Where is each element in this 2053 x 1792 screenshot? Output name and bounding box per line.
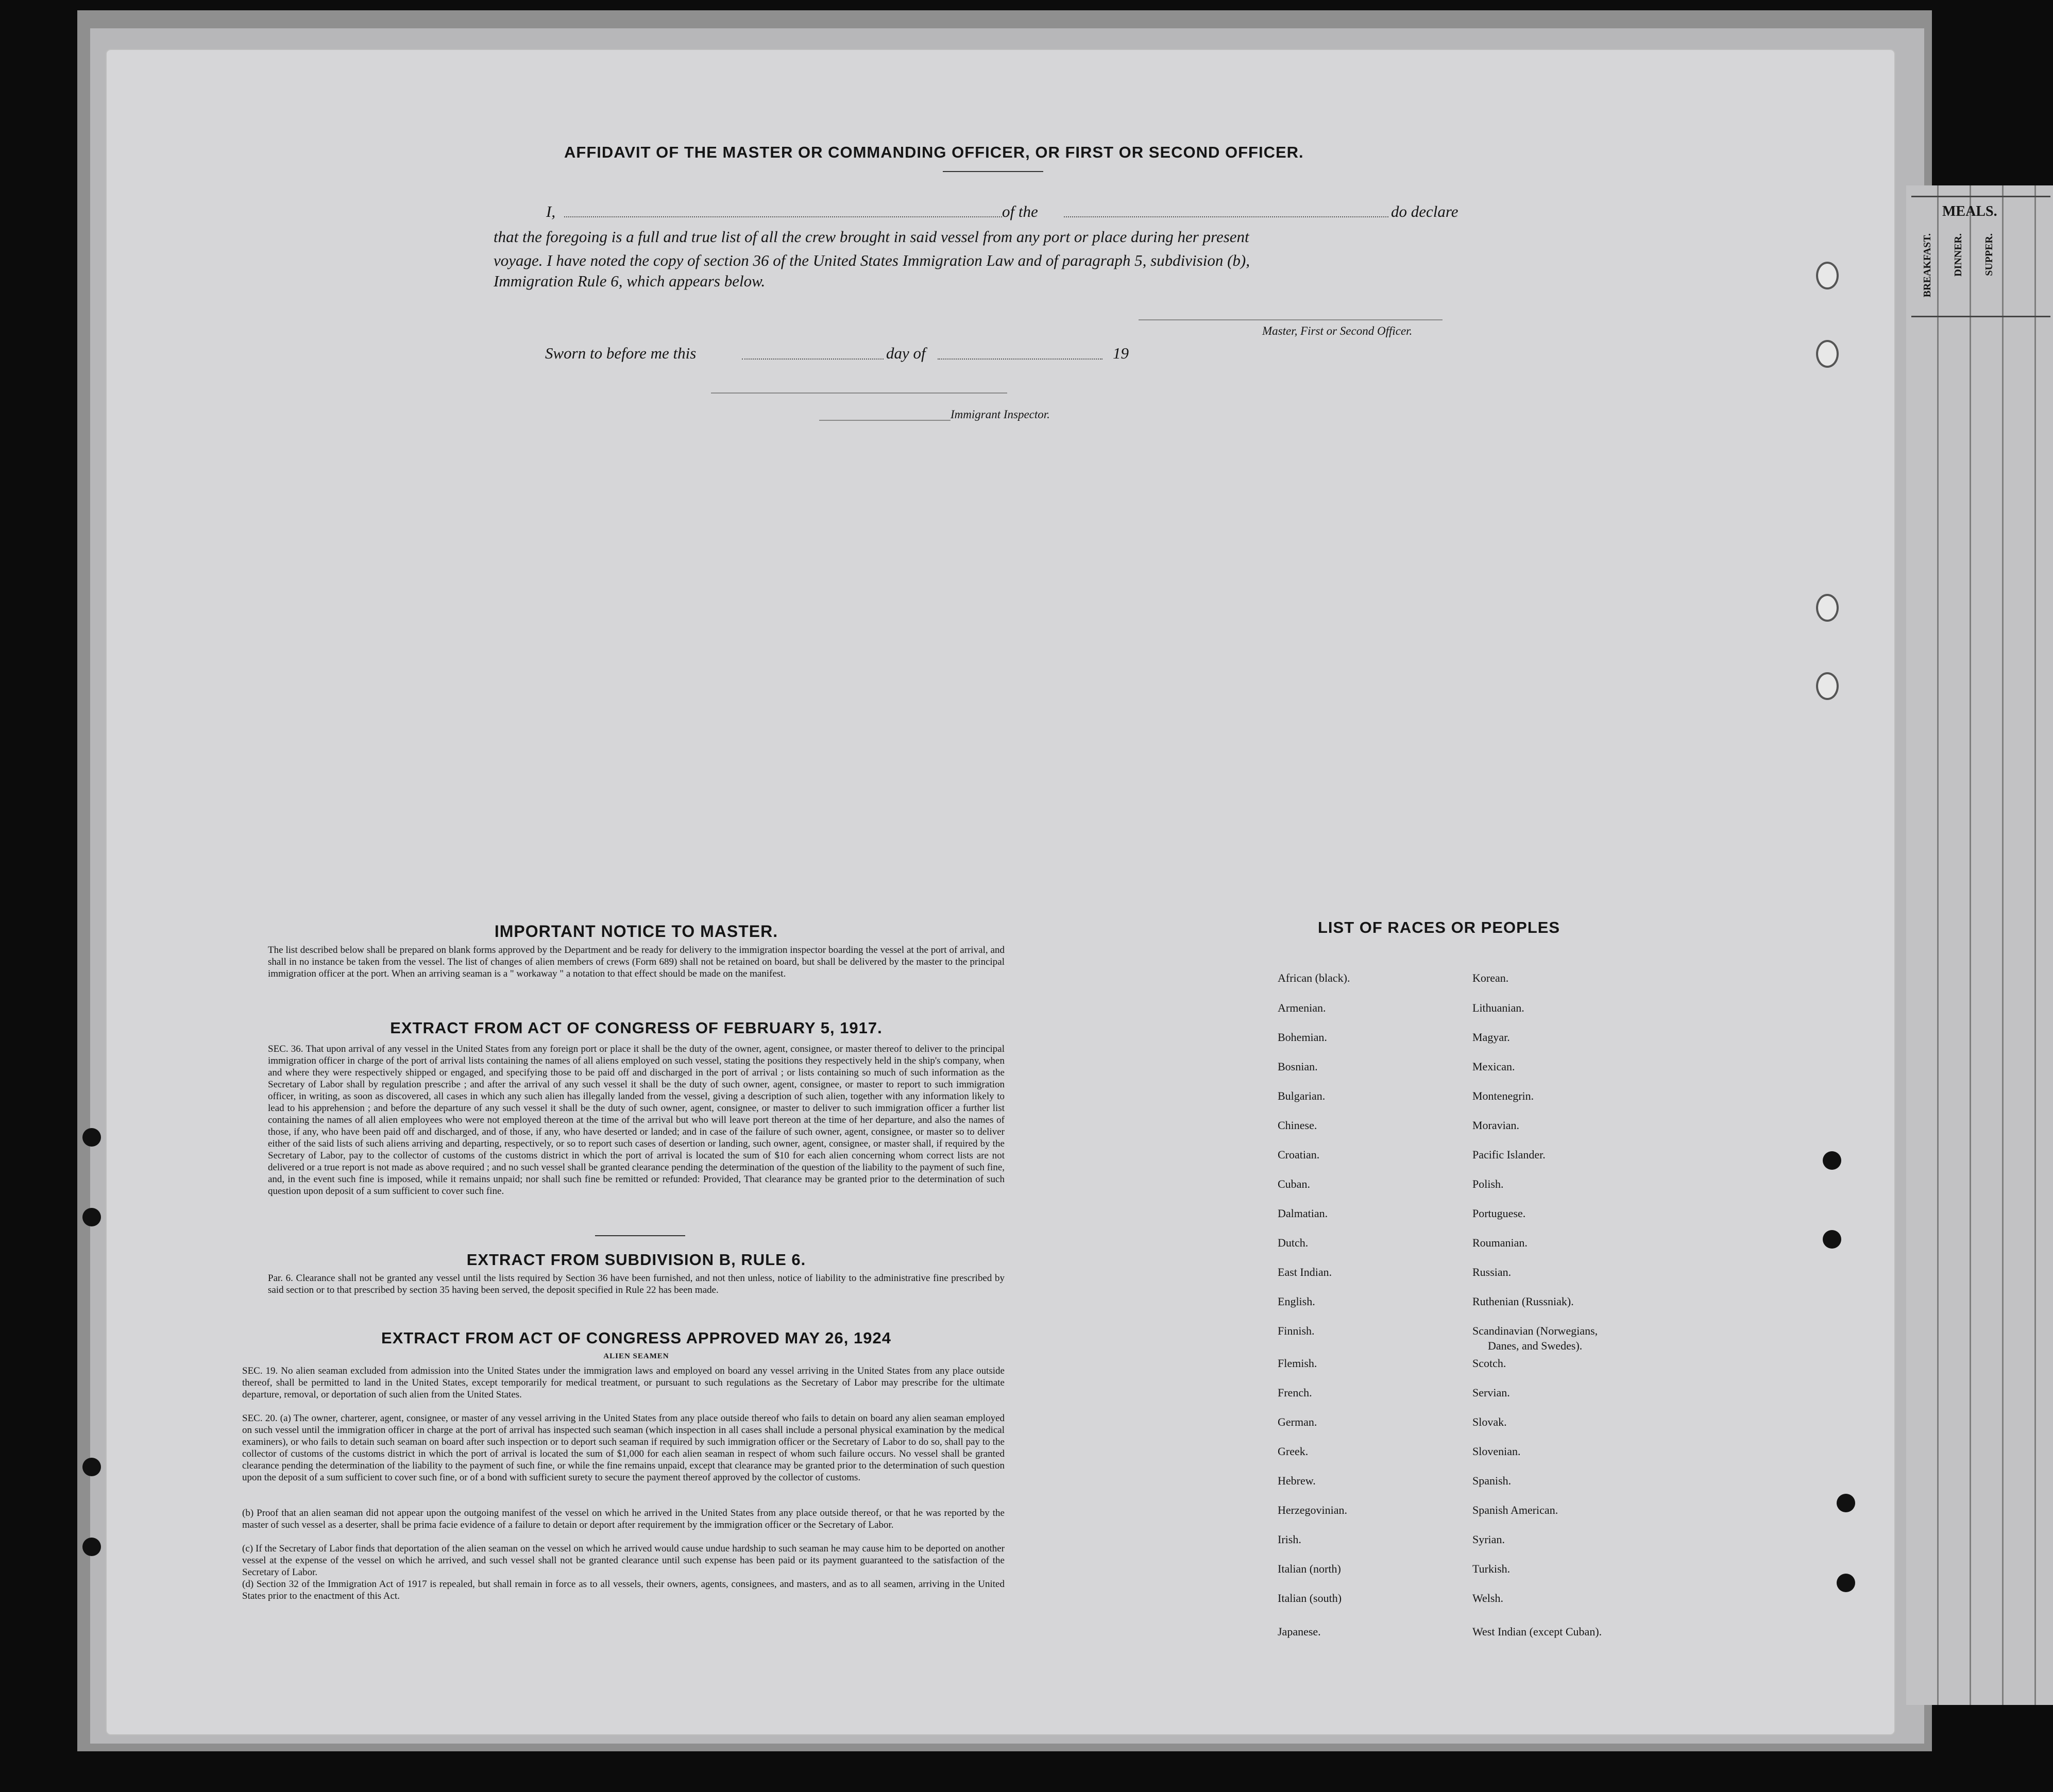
race-right-2: Magyar. — [1472, 1031, 1510, 1044]
rule-6-text: Par. 6. Clearance shall not be granted any vessel until the lists required by Section 36 have been furnished, and not then unless, notice of liability to the administrative fine prescribed by said section or to that prescribed by section 35 having been served, the deposit specified in Rule 22 has been made. — [268, 1273, 1005, 1295]
race-right-22: West Indian (except Cuban). — [1472, 1625, 1602, 1638]
race-right-11: Ruthenian (Russniak). — [1472, 1295, 1574, 1308]
punch-hole — [82, 1128, 101, 1147]
race-left-11: English. — [1278, 1295, 1315, 1308]
race-left-15: German. — [1278, 1415, 1317, 1428]
i-label: I, — [546, 202, 556, 220]
inspector-signature-line — [819, 420, 951, 421]
notice-title: IMPORTANT NOTICE TO MASTER. — [494, 922, 778, 941]
sec-19-text: SEC. 19. No alien seaman excluded from admission into the United States under the immigration laws and employed on board any vessel arriving in the United States from any place outside thereof, shall be permitted to land in the United States, except temporarily for medical treatment, or pursuant to such regulations as the Secretary of Labor may prescribe for the ultimate departure, removal, or deportation of such alien from the United States. — [242, 1366, 1005, 1400]
race-left-18: Herzegovinian. — [1278, 1504, 1347, 1516]
race-left-0: African (black). — [1278, 971, 1350, 984]
punch-hole — [1816, 340, 1839, 368]
rule-6-title: EXTRACT FROM SUBDIVISION B, RULE 6. — [466, 1251, 806, 1269]
affidavit-body-3: Immigration Rule 6, which appears below. — [494, 272, 766, 290]
races-title: LIST OF RACES OR PEOPLES — [1318, 918, 1560, 936]
race-right-14: Servian. — [1472, 1386, 1510, 1399]
race-left-8: Dalmatian. — [1278, 1207, 1328, 1220]
race-right-21: Welsh. — [1472, 1592, 1503, 1605]
race-left-6: Croatian. — [1278, 1148, 1320, 1161]
race-left-19: Irish. — [1278, 1533, 1301, 1546]
race-right-18: Spanish American. — [1472, 1504, 1558, 1516]
race-right-10: Russian. — [1472, 1266, 1512, 1278]
vessel-name-line — [1064, 216, 1388, 217]
race-left-20: Italian (north) — [1278, 1562, 1341, 1575]
affidavit-title: AFFIDAVIT OF THE MASTER OR COMMANDING OFFICER, OR FIRST OR SECOND OFFICER. — [564, 143, 1304, 161]
inspector-signature-label: Immigrant Inspector. — [951, 408, 1050, 421]
race-left-10: East Indian. — [1278, 1266, 1332, 1278]
act-1917-text: SEC. 36. That upon arrival of any vessel in the United States from any foreign port or place it shall be the duty of the owner, agent, consignee, or master thereof to deliver to the principal immigration officer in charge of the port of arrival lists containing the names of all aliens employed on such vessel, stating the positions they respectively held in the ship's company, when and where they were respectively shipped or engaged, and specifying those to be paid off and discharged in the port of arrival ; or lists containing so much of such information as the Secretary of Labor shall by regulation prescribe ; and after the arrival of any such vessel it shall be the duty of such owner, agent, consignee, or master to report to such immigration officer, in writing, as soon as discovered, all cases in which any such alien has illegally landed from the vessel, giving a description of such alien, together with any information likely to lead to his apprehension ; and before the departure of any such vessel it shall be the duty of such owner, agent, consignee, or master to deliver to such immigration officer a further list containing the names of all alien employees who were not employed thereon at the time of the arrival but who will leave port thereon at the time of her departure, and also the names of those, if any, who have been paid off and discharged, and of those, if any, who have deserted or landed; and in case of the failure of such owner, agent, consignee, or master so to deliver either of the said lists of such aliens arriving and departing, respectively, or so to report such cases of desertion or landing, such owner, agent, consignee, or master shall, if required by the Secretary of Labor, pay to the collector of customs of the customs district in which the port of arrival is located the sum of $10 for each alien concerning whom correct lists are not delivered or a true report is not made as above required ; and no such vessel shall be granted clearance pending the determination of the question of the liability to the payment of such fine, and, in the event such fine is imposed, while it remains unpaid; nor shall such fine be remitted or refunded: Provided, That clearance may be granted prior to the determination of such question upon deposit of a sum sufficient to cover such fine. — [268, 1044, 1005, 1197]
race-right-6: Pacific Islander. — [1472, 1148, 1546, 1161]
race-right-7: Polish. — [1472, 1177, 1504, 1190]
affidavit-body-2: voyage. I have noted the copy of section 36 of the United States Immigration Law and of paragraph 5, subdivision (b), — [494, 251, 1250, 269]
race-left-17: Hebrew. — [1278, 1474, 1316, 1487]
race-right-19: Syrian. — [1472, 1533, 1505, 1546]
race-left-14: French. — [1278, 1386, 1312, 1399]
punch-hole — [82, 1208, 101, 1226]
punch-hole — [1816, 262, 1839, 289]
punch-hole — [1823, 1151, 1841, 1170]
breakfast-column: BREAKFAST. — [1922, 233, 1933, 298]
punch-hole — [82, 1458, 101, 1476]
sworn-day-line — [742, 359, 884, 360]
race-right-1: Lithuanian. — [1472, 1001, 1524, 1014]
race-left-5: Chinese. — [1278, 1119, 1317, 1132]
alien-seamen-subtitle: ALIEN SEAMEN — [603, 1352, 669, 1360]
race-left-22: Japanese. — [1278, 1625, 1321, 1638]
race-right-9: Roumanian. — [1472, 1236, 1528, 1249]
affidavit-body-1: that the foregoing is a full and true list of all the crew brought in said vessel from any port or place during her present — [494, 228, 1249, 246]
supper-column: SUPPER. — [1983, 233, 1995, 276]
race-right-16: Slovenian. — [1472, 1445, 1521, 1458]
race-left-7: Cuban. — [1278, 1177, 1310, 1190]
race-left-12: Finnish. — [1278, 1324, 1315, 1337]
race-left-13: Flemish. — [1278, 1357, 1317, 1370]
sec-20c-text: (c) If the Secretary of Labor finds that deportation of the alien seaman on the vessel on which he arrived would cause undue hardship to such seaman he may cause him to be deported on another vessel at the expense of the vessel on which he arrived, and such vessel shall not be granted clearance until such expense has been paid or its payment guaranteed to the satisfaction of the Secretary of Labor. — [242, 1543, 1005, 1578]
race-left-9: Dutch. — [1278, 1236, 1309, 1249]
race-right-12: Scandinavian (Norwegians, — [1472, 1324, 1598, 1337]
race-right-13: Scotch. — [1472, 1357, 1506, 1370]
punch-hole — [1837, 1494, 1855, 1512]
year-label: 19 — [1113, 344, 1129, 362]
race-left-21: Italian (south) — [1278, 1592, 1342, 1605]
sec-20b-text: (b) Proof that an alien seaman did not appear upon the outgoing manifest of the vessel on which he arrived in the United States from any place outside thereof, or that he was reported by the master of such vessel as a deserter, shall be prima facie evidence of a failure to detain or deport after requirement by the immigration officer or the Secretary of Labor. — [242, 1508, 1005, 1530]
day-of-label: day of — [886, 344, 926, 362]
race-right-8: Portuguese. — [1472, 1207, 1526, 1220]
notice-text: The list described below shall be prepared on blank forms approved by the Department and be ready for delivery to the immigration inspector boarding the vessel at the port of arrival, and shall in no instance be taken from the vessel. The list of changes of alien members of crews (Form 689) shall not be retained on board, but shall be delivered by the master to the principal immigration officer at the port. When an arriving seaman is a " workaway " a notation to that effect should be made on the manifest. — [268, 945, 1005, 979]
master-signature-label: Master, First or Second Officer. — [1262, 325, 1413, 337]
race-left-1: Armenian. — [1278, 1001, 1326, 1014]
race-left-16: Greek. — [1278, 1445, 1309, 1458]
race-left-3: Bosnian. — [1278, 1060, 1318, 1073]
punch-hole — [1816, 672, 1839, 700]
race-right-4: Montenegrin. — [1472, 1089, 1534, 1102]
do-declare-label: do declare — [1391, 202, 1458, 220]
of-the-label: of the — [1002, 202, 1038, 220]
punch-hole — [82, 1538, 101, 1556]
race-left-4: Bulgarian. — [1278, 1089, 1326, 1102]
race-left-2: Bohemian. — [1278, 1031, 1327, 1044]
title-rule — [943, 171, 1043, 172]
punch-hole — [1837, 1574, 1855, 1592]
race-right-5: Moravian. — [1472, 1119, 1520, 1132]
race-right-20: Turkish. — [1472, 1562, 1511, 1575]
act-1917-title: EXTRACT FROM ACT OF CONGRESS OF FEBRUARY 5, 1917. — [390, 1019, 883, 1037]
race-right-0: Korean. — [1472, 971, 1509, 984]
race-right-3: Mexican. — [1472, 1060, 1515, 1073]
dinner-column: DINNER. — [1953, 233, 1964, 277]
meals-label: MEALS. — [1942, 203, 1997, 219]
punch-hole — [1816, 594, 1839, 622]
sworn-month-line — [938, 359, 1102, 360]
meals-header — [1911, 196, 2050, 317]
punch-hole — [1823, 1230, 1841, 1249]
declarant-name-line — [564, 216, 1002, 217]
race-right-17: Spanish. — [1472, 1474, 1512, 1487]
act-1924-title: EXTRACT FROM ACT OF CONGRESS APPROVED MAY 26, 1924 — [381, 1329, 891, 1347]
sworn-label: Sworn to before me this — [545, 344, 697, 362]
sec-20a-text: SEC. 20. (a) The owner, charterer, agent, consignee, or master of any vessel arriving in the United States from any place outside thereof who fails to detain on board any alien seaman employed on such vessel until the immigration officer in charge at the port of arrival has inspected such seaman (which inspection in all cases shall include a personal physical examination by the medical examiners), or who fails to detain such seaman on board after such inspection or to deport such seaman if required by such immigration officer or the Secretary of Labor to do so, shall pay to the collector of customs of the customs district in which the port of arrival is located the sum of $1,000 for each alien seaman in respect of whom such failure occurs. No vessel shall be granted clearance pending the determination of the liability to the payment of such fine, or while the fine remains unpaid, except that clearance may be granted prior to the determination of such question upon the deposit of a sum sufficient to cover such fine, or of a bond with sufficient surety to secure the payment thereof approved by the collector of customs. — [242, 1413, 1005, 1483]
master-signature-line — [1139, 319, 1443, 320]
section-rule — [595, 1235, 685, 1236]
side-ledger-sheet — [1906, 185, 2053, 1705]
sec-20d-text: (d) Section 32 of the Immigration Act of 1917 is repealed, but shall remain in force as to all vessels, their owners, agents, consignees, and masters, and as to all seamen, arriving in the United States prior to the enactment of this Act. — [242, 1579, 1005, 1601]
inspector-blank-line — [711, 392, 1007, 394]
race-right-12b: Danes, and Swedes). — [1488, 1339, 1583, 1352]
race-right-15: Slovak. — [1472, 1415, 1507, 1428]
